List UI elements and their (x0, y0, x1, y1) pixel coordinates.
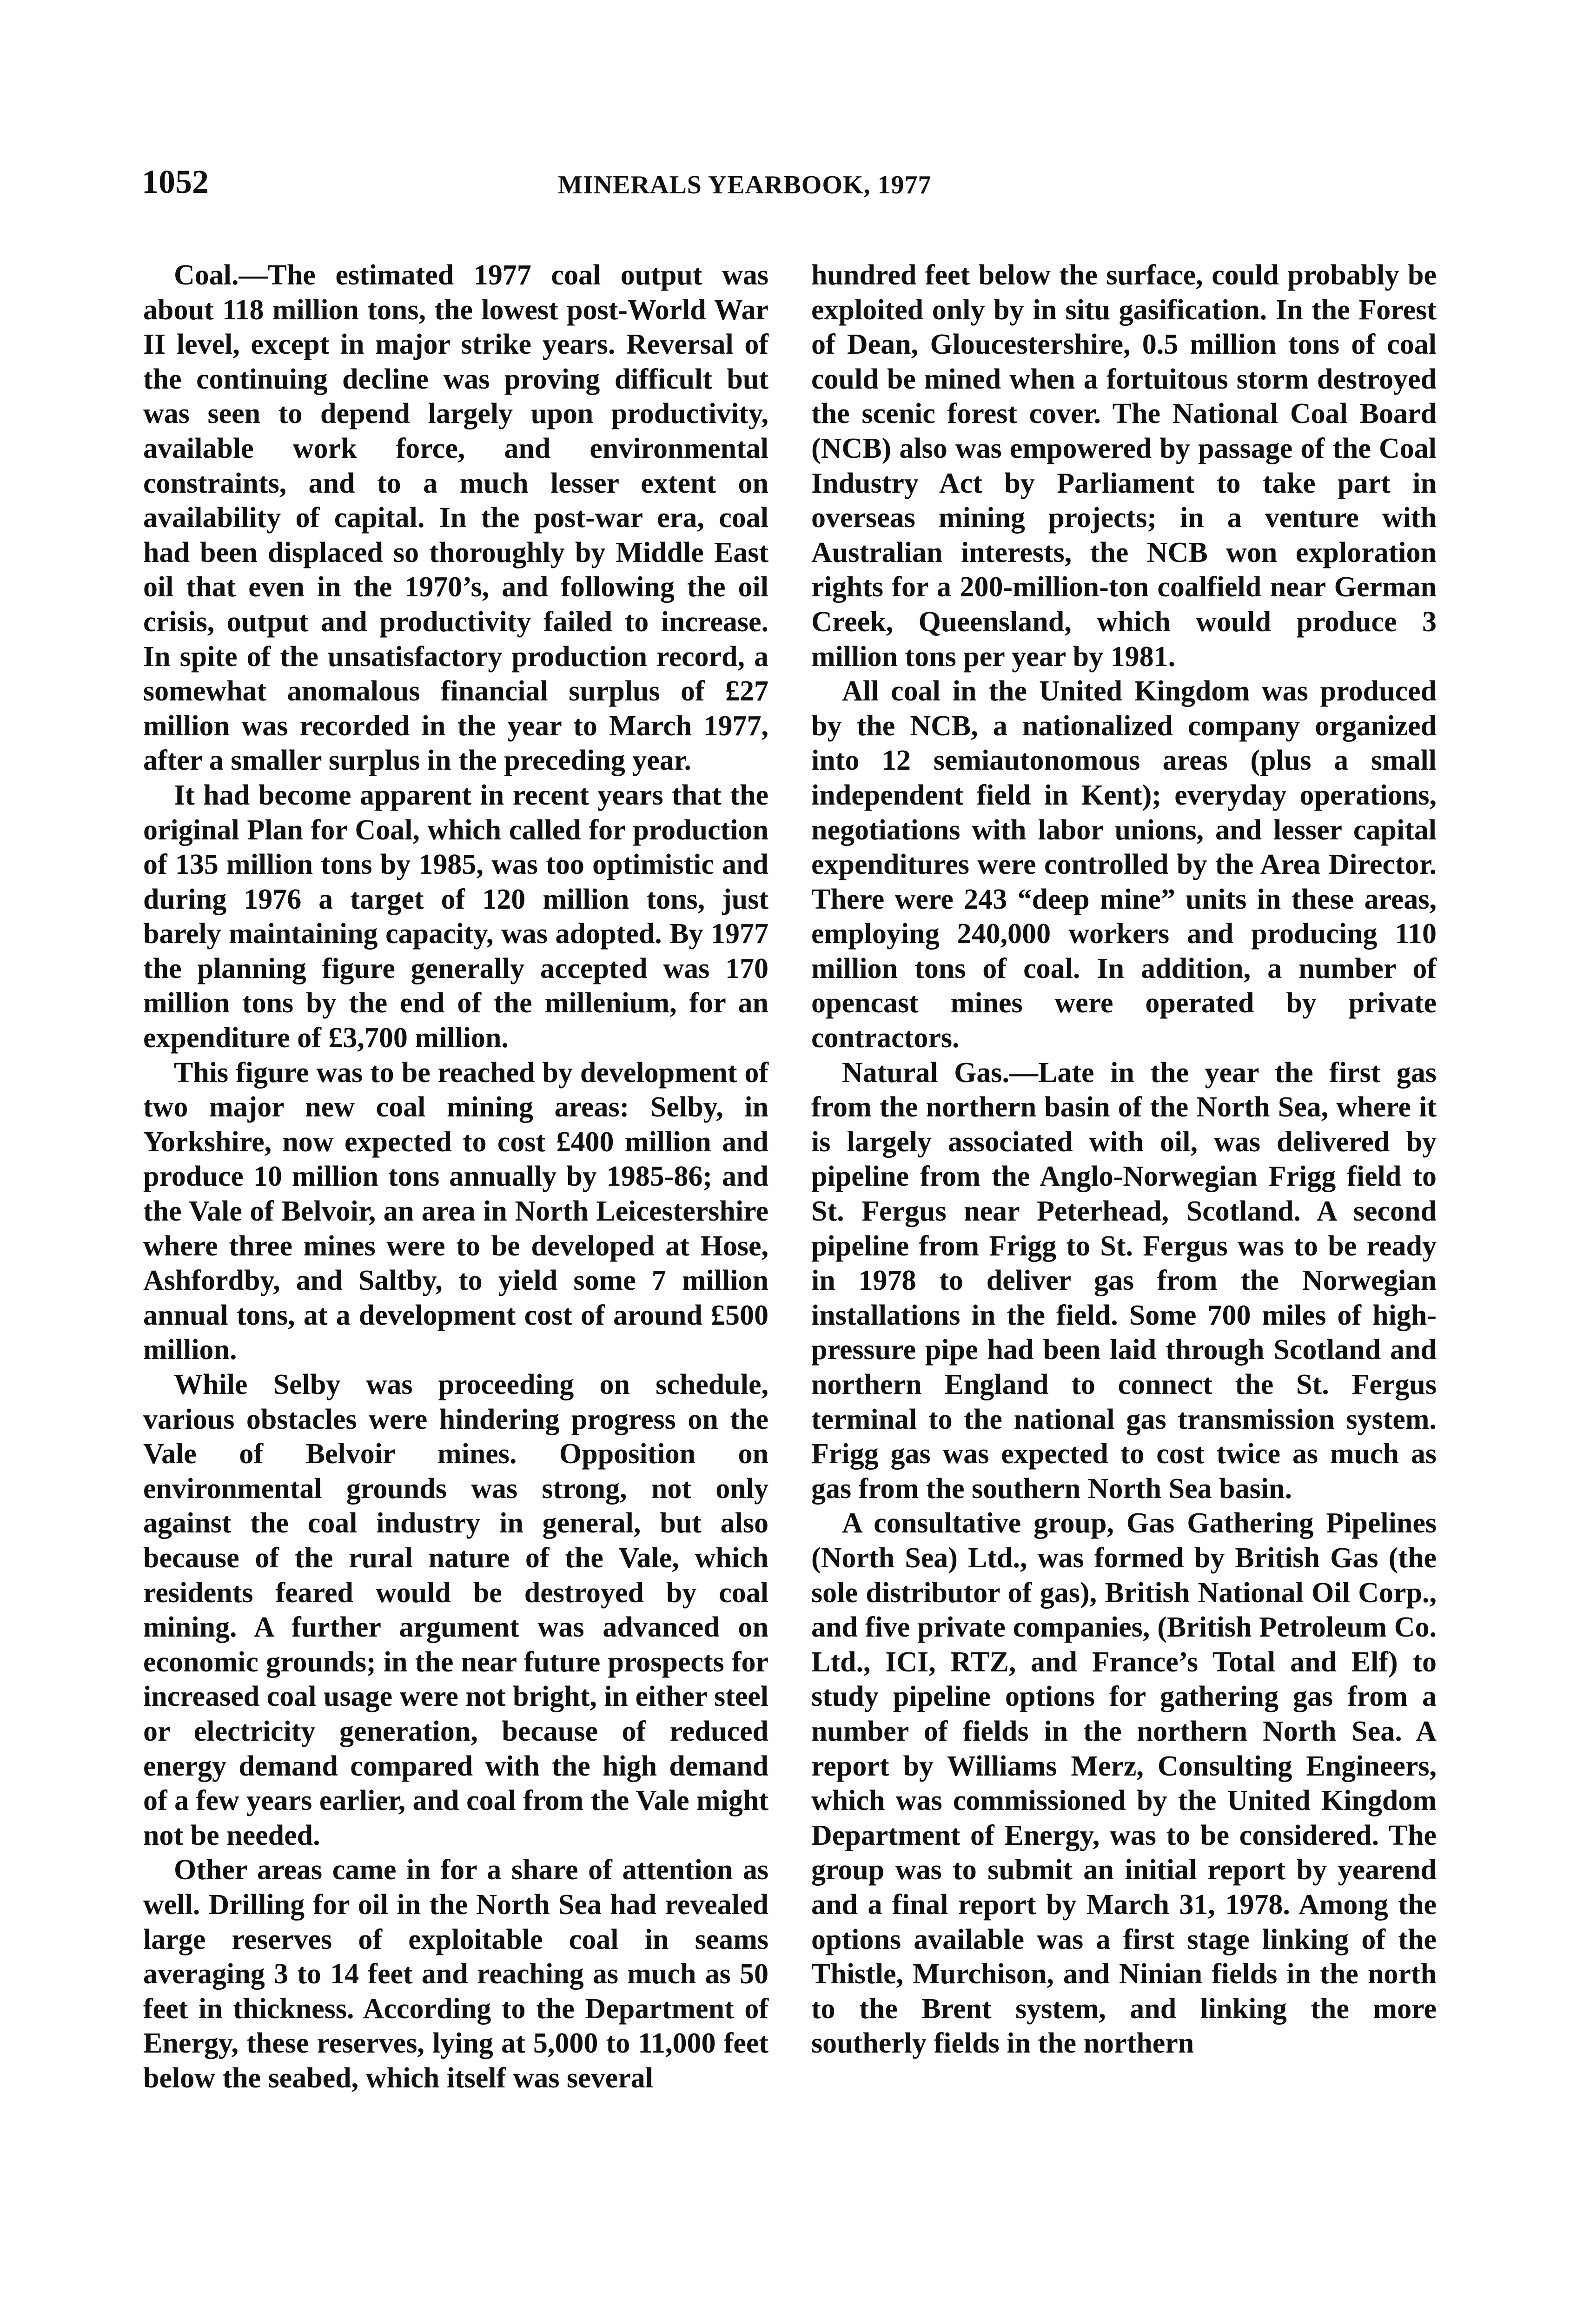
left-column (143, 258, 768, 2095)
natural-gas-paragraph-text: —Late in the year the first gas from the northern basin of the North Sea, where it is largely associated with oil, was delivered by pipeline from the Anglo-Norwegian Frigg field to St. Fergus near Peterhead, Scotland. A second pipeline from Frigg to St. Fergus was to be ready in 1978 to deliver gas from the Norwegian installations in the field. Some 700 miles of high-pressure pipe had been laid through Scotland and northern England to connect the St. Fergus terminal to the national gas transmission system. Frigg gas was expected to cost twice as much as gas from the southern North Sea basin. (811, 1056, 1437, 1505)
running-title: MINERALS YEARBOOK, 1977 (558, 171, 932, 199)
vale-of-belvoir-obstacles-paragraph: While Selby was proceeding on schedule, various obstacles were hindering progress on the Vale of Belvoir mines. Opposition on environmental grounds was strong, not only against the coal industry in general, but also because of the rural nature of the Vale, which residents feared would be destroyed by coal mining. A further argument was advanced on economic grounds; in the near future prospects for increased coal usage were not bright, in either steel or electricity generation, because of reduced energy demand compared with the high demand of a few years earlier, and coal from the Vale might not be needed. (143, 1369, 768, 1851)
plan-for-coal-paragraph: It had become apparent in recent years that the original Plan for Coal, which called for production of 135 million tons by 1985, was too optimistic and during 1976 a target of 120 million tons, just barely maintaining capacity, was adopted. By 1977 the planning figure generally accepted was 170 million tons by the end of the millenium, for an expenditure of £3,700 million. (143, 779, 768, 1054)
selby-belvoir-paragraph: This figure was to be reached by development of two major new coal mining areas: Selby, in Yorkshire, now expected to cost £400 million and produce 10 million tons annually by 1985-86; and the Vale of Belvoir, an area in North Leicestershire where three mines were to be developed at Hose, Ashfordby, and Saltby, to yield some 7 million annual tons, at a development cost of around £500 million. (143, 1056, 768, 1366)
coal-paragraph (143, 258, 768, 778)
right-column (811, 258, 1437, 2061)
gas-gathering-pipelines-paragraph: A consultative group, Gas Gathering Pipelines (North Sea) Ltd., was formed by British Gas (the sole distributor of gas), British National Oil Corp., and five private companies, (British Petroleum Co. Ltd., ICI, RTZ, and France’s Total and Elf) to study pipeline options for gathering gas from a number of fields in the northern North Sea. A report by Williams Merz, Consulting Engineers, which was commissioned by the United Kingdom Department of Energy, was to be considered. The group was to submit an initial report by yearend and a final report by March 31, 1978. Among the options available was a first stage linking of the Thistle, Murchison, and Ninian fields in the north to the Brent system, and linking the more southerly fields in the northern (811, 1507, 1437, 2060)
ncb-organization-paragraph: All coal in the United Kingdom was produced by the NCB, a nationalized company organized into 12 semiautonomous areas (plus a small independent field in Kent); everyday operations, negotiations with labor unions, and lesser capital expenditures were controlled by the Area Director. There were 243 “deep mine” units in these areas, employing 240,000 workers and producing 110 million tons of coal. In addition, a number of opencast mines were operated by private contractors. (811, 675, 1437, 1054)
north-sea-coal-paragraph: Other areas came in for a share of attention as well. Drilling for oil in the North Sea had revealed large reserves of exploitable coal in seams averaging 3 to 14 feet and reaching as much as 50 feet in thickness. According to the Department of Energy, these reserves, lying at 5,000 to 11,000 feet below the seabed, which itself was several (143, 1854, 768, 2094)
natural-gas-section-heading: Natural Gas. (842, 1056, 1010, 1089)
natural-gas-paragraph (811, 1056, 1437, 1506)
coal-paragraph-text: —The estimated 1977 coal output was about 118 million tons, the lowest post-World War II level, except in major strike years. Reversal of the continuing decline was proving difficult but was seen to depend largely upon productivity, available work force, and environmental constraints, and to a much lesser extent on availability of capital. In the post-war era, coal had been displaced so thoroughly by Middle East oil that even in the 1970’s, and following the oil crisis, output and productivity failed to increase. In spite of the unsatisfactory production record, a somewhat anomalous financial surplus of £27 million was recorded in the year to March 1977, after a smaller surplus in the preceding year. (143, 259, 768, 777)
coal-section-heading: Coal. (174, 259, 239, 291)
page-number: 1052 (142, 163, 209, 200)
north-sea-coal-continued-paragraph: hundred feet below the surface, could probably be exploited only by in situ gasification. In the Forest of Dean, Gloucestershire, 0.5 million tons of coal could be mined when a fortuitous storm destroyed the scenic forest cover. The National Coal Board (NCB) also was empowered by passage of the Coal Industry Act by Parliament to take part in overseas mining projects; in a venture with Australian interests, the NCB won exploration rights for a 200-million-ton coalfield near German Creek, Queensland, which would produce 3 million tons per year by 1981. (811, 259, 1437, 673)
